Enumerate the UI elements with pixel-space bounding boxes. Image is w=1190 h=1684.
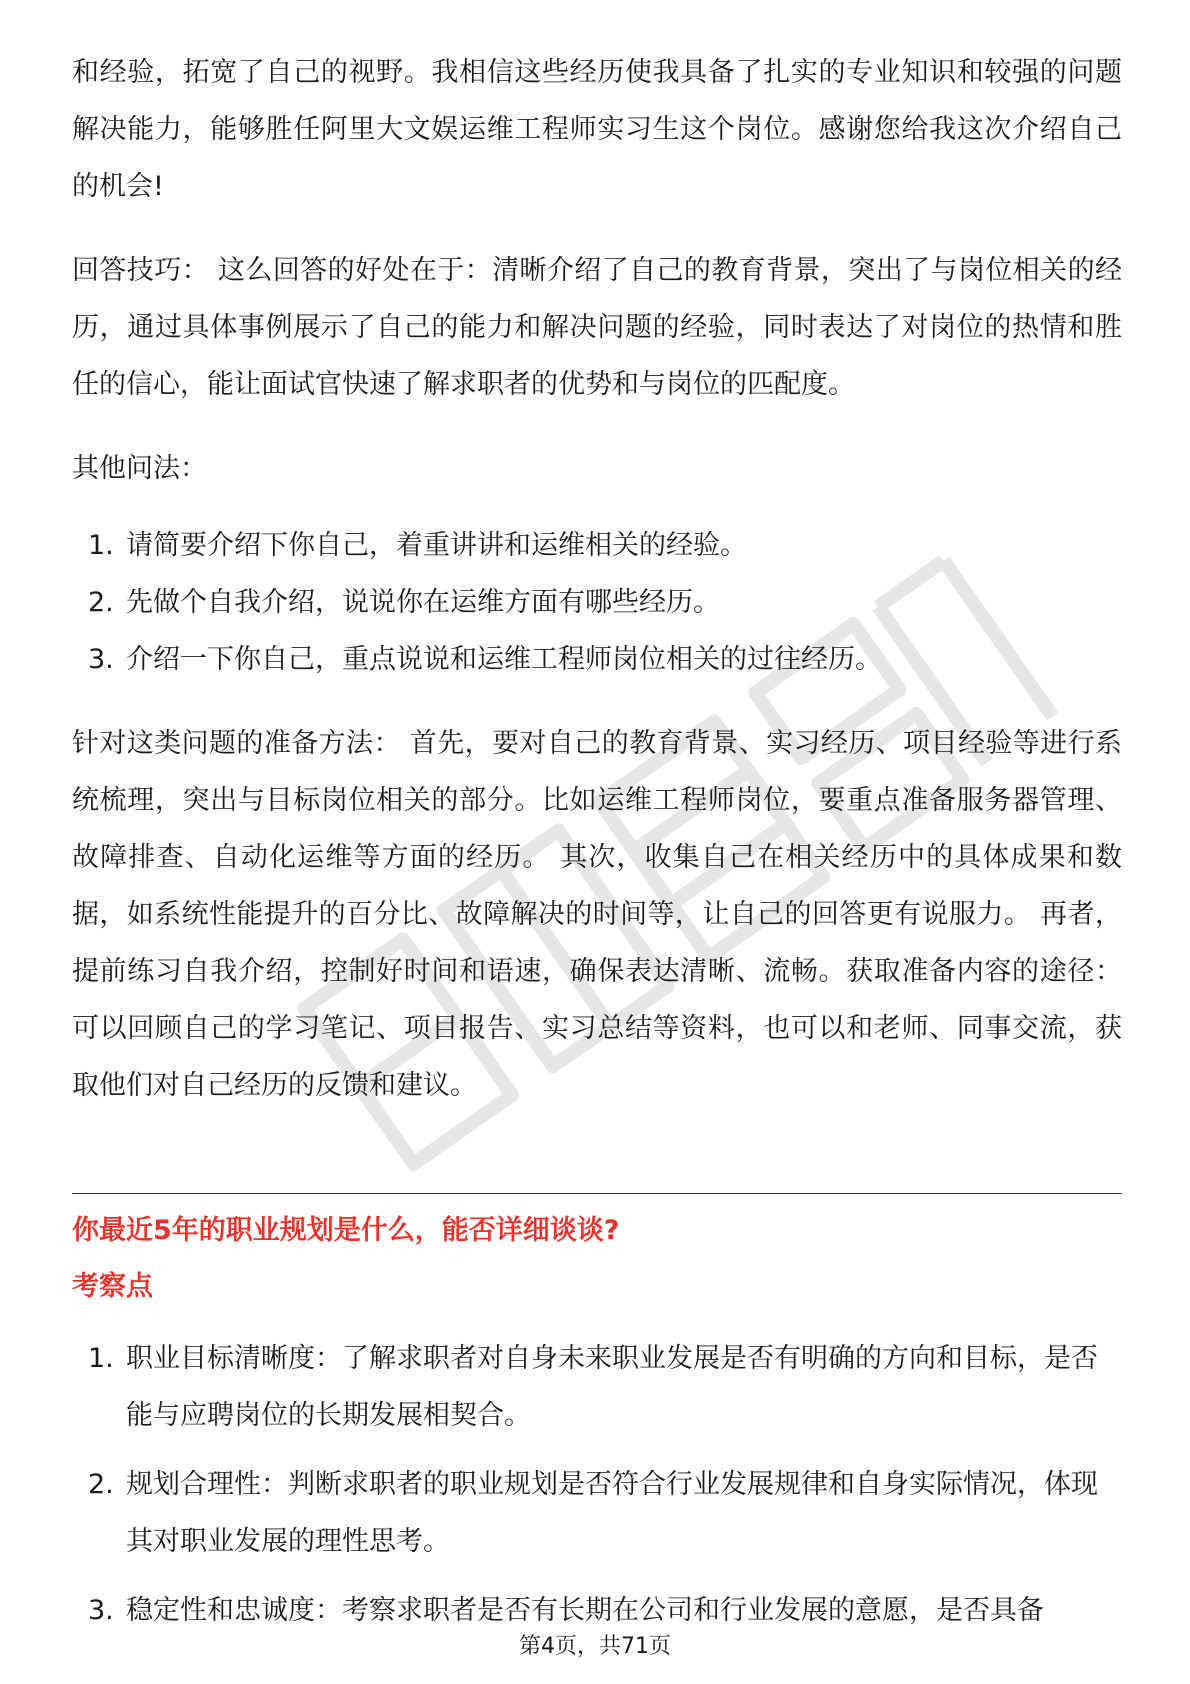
preparation-paragraph: 针对这类问题的准备方法： 首先，要对自己的教育背景、实习经历、项目经验等进行系统梳理，突出与目标岗位相关的部分。比如运维工程师岗位，要重点准备服务器管理、故障排查、自动化运维等方面的经历。 其次，收集自己在相关经历中的具体成果和数据，如系统性能提升的百分比、故障解决的时间等，让自己的回答更有说服力。 再者，提前练习自我介绍，控制好时间和语速，确保表达清晰、流畅。获取准备内容的途径：可以回顾自己的学习笔记、项目报告、实习总结等资料，也可以和老师、同事交流，获取他们对自己经历的反馈和建议。 <box>72 728 1122 1101</box>
assessment-points-heading: 考察点 <box>72 1271 153 1302</box>
section-divider <box>72 1193 1122 1194</box>
list-item: 3. 稳定性和忠诚度：考察求职者是否有长期在公司和行业发展的意愿，是否具备 <box>88 1595 1044 1626</box>
question-heading: 你最近5年的职业规划是什么，能否详细谈谈? <box>72 1215 620 1246</box>
other-questions-list <box>72 517 1122 688</box>
list-item: 2. 规划合理性：判断求职者的职业规划是否符合行业发展规律和自身实际情况，体现其对职业发展的理性思考。 <box>88 1469 1098 1557</box>
main-content <box>72 44 1122 1114</box>
list-item: 1. 请简要介绍下你自己，着重讲讲和运维相关的经验。 <box>88 530 747 561</box>
list-item: 3. 介绍一下你自己，重点说说和运维工程师岗位相关的过往经历。 <box>88 644 882 675</box>
answer-tips-paragraph: 回答技巧： 这么回答的好处在于：清晰介绍了自己的教育背景，突出了与岗位相关的经历，通过具体事例展示了自己的能力和解决问题的经验，同时表达了对岗位的热情和胜任的信心，能让面试官快速了解求职者的优势和与岗位的匹配度。 <box>72 255 1122 400</box>
list-item: 1. 职业目标清晰度：了解求职者对自身未来职业发展是否有明确的方向和目标，是否能与应聘岗位的长期发展相契合。 <box>88 1343 1098 1431</box>
assessment-points-list <box>72 1330 1122 1651</box>
page-footer: 第4页，共71页 <box>519 1634 671 1659</box>
other-questions-label: 其他问法： <box>72 453 207 484</box>
intro-paragraph: 和经验，拓宽了自己的视野。我相信这些经历使我具备了扎实的专业知识和较强的问题解决能力，能够胜任阿里大文娱运维工程师实习生这个岗位。感谢您给我这次介绍自己的机会! <box>72 57 1122 202</box>
list-item: 2. 先做个自我介绍，说说你在运维方面有哪些经历。 <box>88 587 720 618</box>
